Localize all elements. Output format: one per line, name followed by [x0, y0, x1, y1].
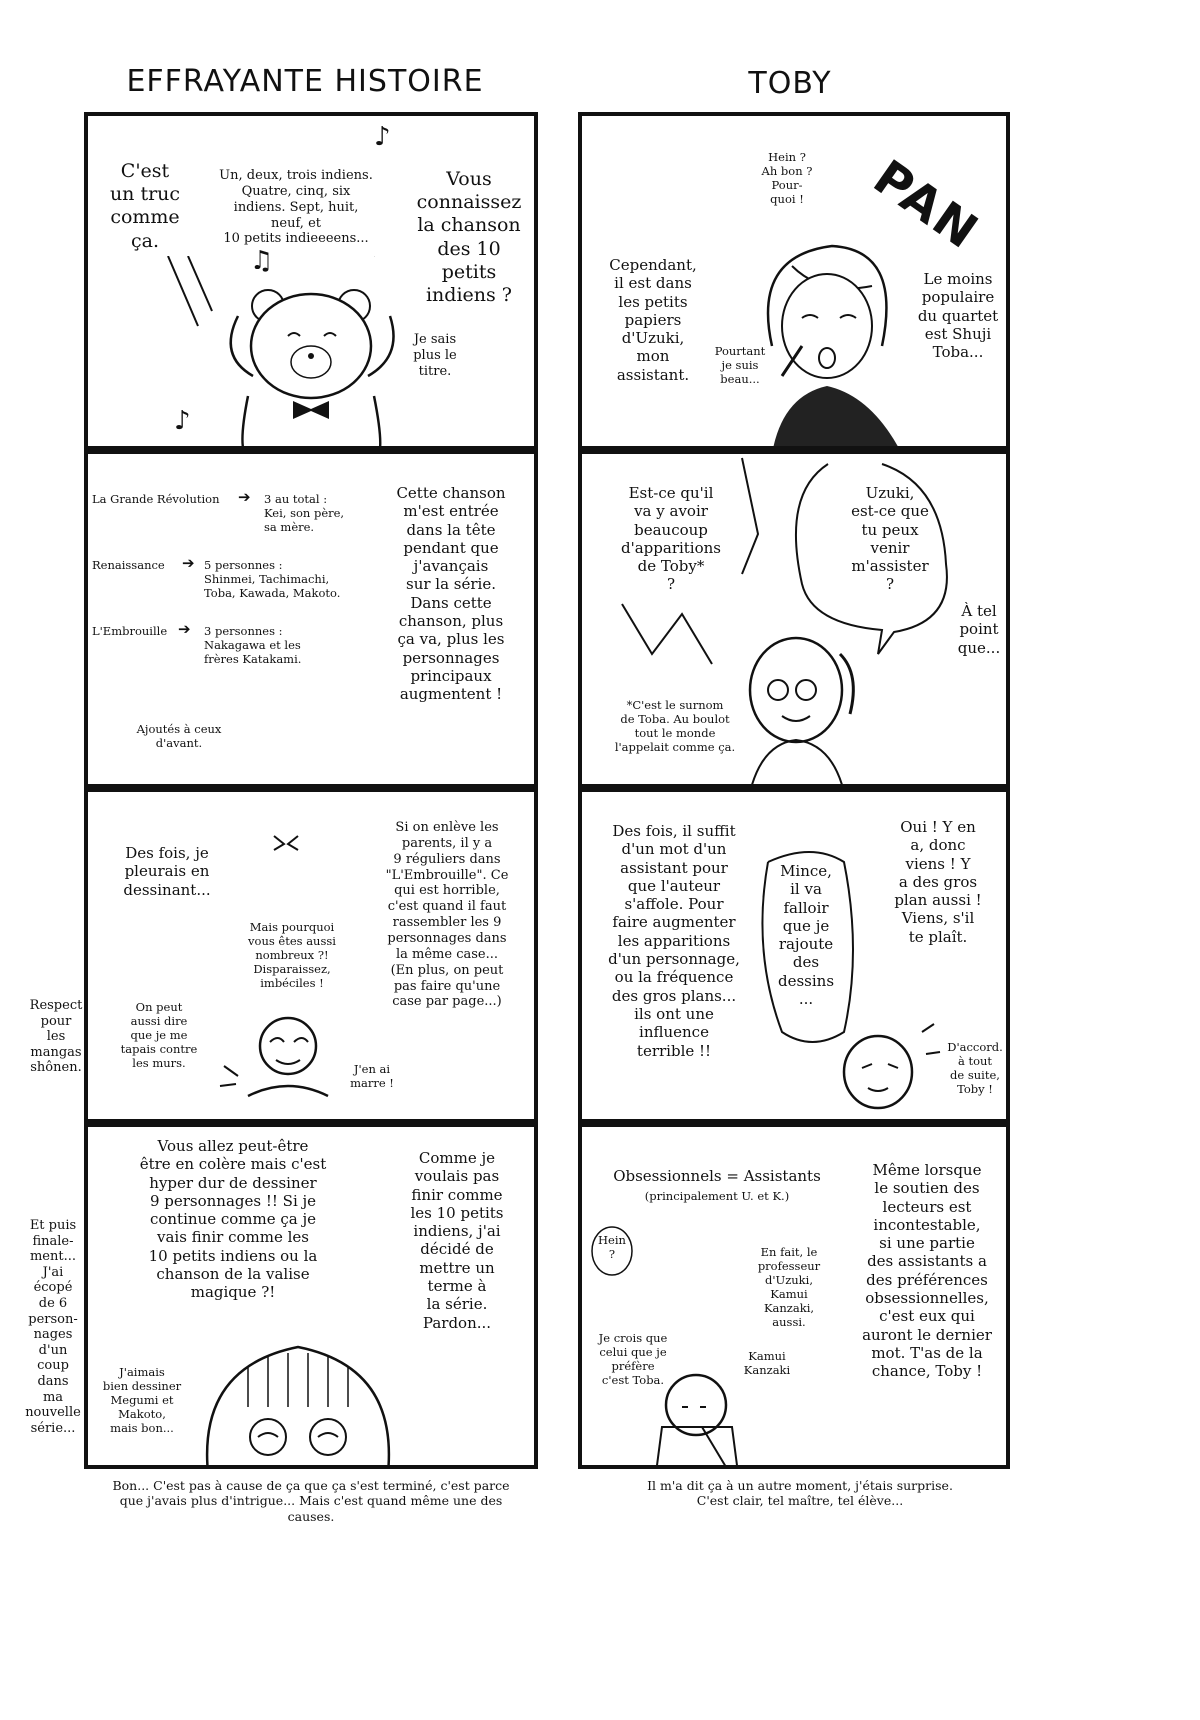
right-panel-3	[578, 788, 1010, 1123]
caption-vous-connaissez: Vous connaissez la chanson des 10 petits indiens ?	[416, 168, 522, 306]
crying-author-drawing	[218, 816, 378, 1116]
caption-oui-y-en-a: Oui ! Y en a, donc viens ! Y a des gros plan aussi ! Viens, s'il te plaît.	[894, 818, 982, 946]
caption-cependant: Cependant, il est dans les petits papiers d'Uzuki, mon assistant.	[609, 256, 697, 384]
left-footer-note: Bon... C'est pas à cause de ça que ça s'est terminé, c'est parce que j'avais plus d'intrigue... Mais c'est quand même une des causes.	[112, 1478, 510, 1524]
caption-si-on-enleve: Si on enlève les parents, il y a 9 réguliers dans "L'Embrouille". Ce qui est horrible, c'est quand il faut rassembler les 9 personnages dans la même case... (En plus, on peut pas faire qu'une case par page...)	[385, 820, 509, 1010]
caption-hein-ah-bon: Hein ? Ah bon ? Pour- quoi !	[761, 150, 813, 207]
music-note-icon: ♪	[374, 122, 391, 152]
right-panel-2	[578, 450, 1010, 788]
caption-mince: Mince, il va falloir que je rajoute des dessins ...	[777, 862, 835, 1009]
arrow-icon: ➔	[182, 554, 195, 572]
caption-pourtant: Pourtant je suis beau...	[714, 344, 766, 387]
margin-note-respect: Respect pour les mangas shônen.	[29, 998, 83, 1076]
caption-song-lyrics: Un, deux, trois indiens. Quatre, cinq, six indiens. Sept, huit, neuf, et 10 petits indieeeens...	[219, 168, 373, 247]
label-embrouille: L'Embrouille	[92, 624, 168, 638]
caption-meme-lorsque: Même lorsque le soutien des lecteurs est incontestable, si une partie des assistants a des préférences obsessionnelles, c'est eux qui auront le dernier mot. T'as de la chance, Toby !	[862, 1161, 992, 1381]
caption-kamui-kanzaki: Kamui Kanzaki	[743, 1349, 791, 1378]
kanzaki-drawing	[582, 1127, 1010, 1469]
uzuki-phone-drawing	[582, 454, 1010, 788]
count-grande-revolution: 3 au total : Kei, son père, sa mère.	[264, 492, 345, 535]
music-notes-icon: ♫	[250, 246, 274, 276]
right-panel-4	[578, 1123, 1010, 1469]
left-strip-title: EFFRAYANTE HISTOIRE	[126, 64, 484, 99]
arrow-icon: ➔	[178, 620, 191, 638]
toby-drawing	[732, 226, 922, 450]
caption-mais-pourquoi: Mais pourquoi vous êtes aussi nombreux ?! Disparaissez, imbéciles !	[248, 920, 336, 991]
sfx-pan: PAN	[863, 149, 989, 261]
caption-des-fois-je-pleurais: Des fois, je pleurais en dessinant...	[123, 844, 211, 899]
caption-est-ce-quil: Est-ce qu'il va y avoir beaucoup d'apparitions de Toby* ?	[621, 484, 721, 594]
caption-a-tel-point: À tel point que...	[957, 602, 1001, 657]
author-sketch-drawing	[582, 792, 1010, 1123]
count-renaissance: 5 personnes : Shinmei, Tachimachi, Toba, Kawada, Makoto.	[204, 558, 341, 601]
caption-jen-ai-marre: J'en ai marre !	[350, 1062, 394, 1091]
label-grande-revolution: La Grande Révolution	[92, 492, 220, 506]
caption-je-sais-plus: Je sais plus le titre.	[413, 332, 457, 379]
count-embrouille: 3 personnes : Nakagawa et les frères Katakami.	[204, 624, 302, 667]
left-panel-1	[84, 112, 538, 450]
caption-cette-chanson: Cette chanson m'est entrée dans la tête pendant que j'avançais sur la série. Dans cette chanson, plus ça va, plus les personnages principaux augmentent !	[396, 484, 506, 704]
music-note-icon: ♪	[174, 406, 191, 436]
caption-le-moins-populaire: Le moins populaire du quartet est Shuji Toba...	[917, 270, 999, 362]
bear-author-drawing	[128, 256, 468, 450]
caption-en-fait-le-professeur: En fait, le professeur d'Uzuki, Kamui Kanzaki, aussi.	[757, 1245, 821, 1330]
author-face-drawing	[188, 1327, 408, 1469]
caption-ajoutes: Ajoutés à ceux d'avant.	[136, 722, 222, 751]
label-renaissance: Renaissance	[92, 558, 165, 572]
right-panel-1	[578, 112, 1010, 450]
footnote-surnom: *C'est le surnom de Toba. Au boulot tout le monde l'appelait comme ça.	[614, 698, 736, 755]
right-footer-note: Il m'a dit ça à un autre moment, j'étais surprise. C'est clair, tel maître, tel élève...	[647, 1478, 953, 1509]
caption-hein: Hein ?	[598, 1233, 626, 1262]
caption-obsessionnels: Obsessionnels = Assistants	[613, 1167, 821, 1185]
caption-cest-un-truc: C'est un truc comme ça.	[109, 160, 181, 252]
caption-principalement: (principalement U. et K.)	[644, 1189, 790, 1203]
caption-uzuki-est-ce-que: Uzuki, est-ce que tu peux venir m'assister ?	[851, 484, 929, 594]
left-panel-4	[84, 1123, 538, 1469]
caption-comme-je-voulais: Comme je voulais pas finir comme les 10 petits indiens, j'ai décidé de mettre un terme à la série. Pardon...	[410, 1149, 504, 1332]
caption-daccord: D'accord. à tout de suite, Toby !	[947, 1040, 1003, 1097]
left-panel-3	[84, 788, 538, 1123]
caption-vous-allez: Vous allez peut-être être en colère mais c'est hyper dur de dessiner 9 personnages !! Si je continue comme ça je vais finir comme les 10 petits indiens ou la chanson de la valise magique ?!	[139, 1137, 327, 1302]
margin-note-et-puis: Et puis finale- ment... J'ai écopé de 6 person- nages d'un coup dans ma nouvelle série...	[25, 1218, 81, 1436]
caption-jaimais-bien: J'aimais bien dessiner Megumi et Makoto, mais bon...	[102, 1365, 182, 1436]
left-panel-2	[84, 450, 538, 788]
caption-je-crois-que: Je crois que celui que je préfère c'est Toba.	[598, 1331, 668, 1388]
caption-des-fois-il-suffit: Des fois, il suffit d'un mot d'un assistant pour que l'auteur s'affole. Pour faire augmenter les apparitions d'un personnage, ou la fréquence des gros plans... ils ont une influence terrible !!	[608, 822, 740, 1060]
arrow-icon: ➔	[238, 488, 251, 506]
right-strip-title: TOBY	[748, 66, 832, 101]
caption-on-peut-aussi: On peut aussi dire que je me tapais contre les murs.	[120, 1000, 198, 1071]
